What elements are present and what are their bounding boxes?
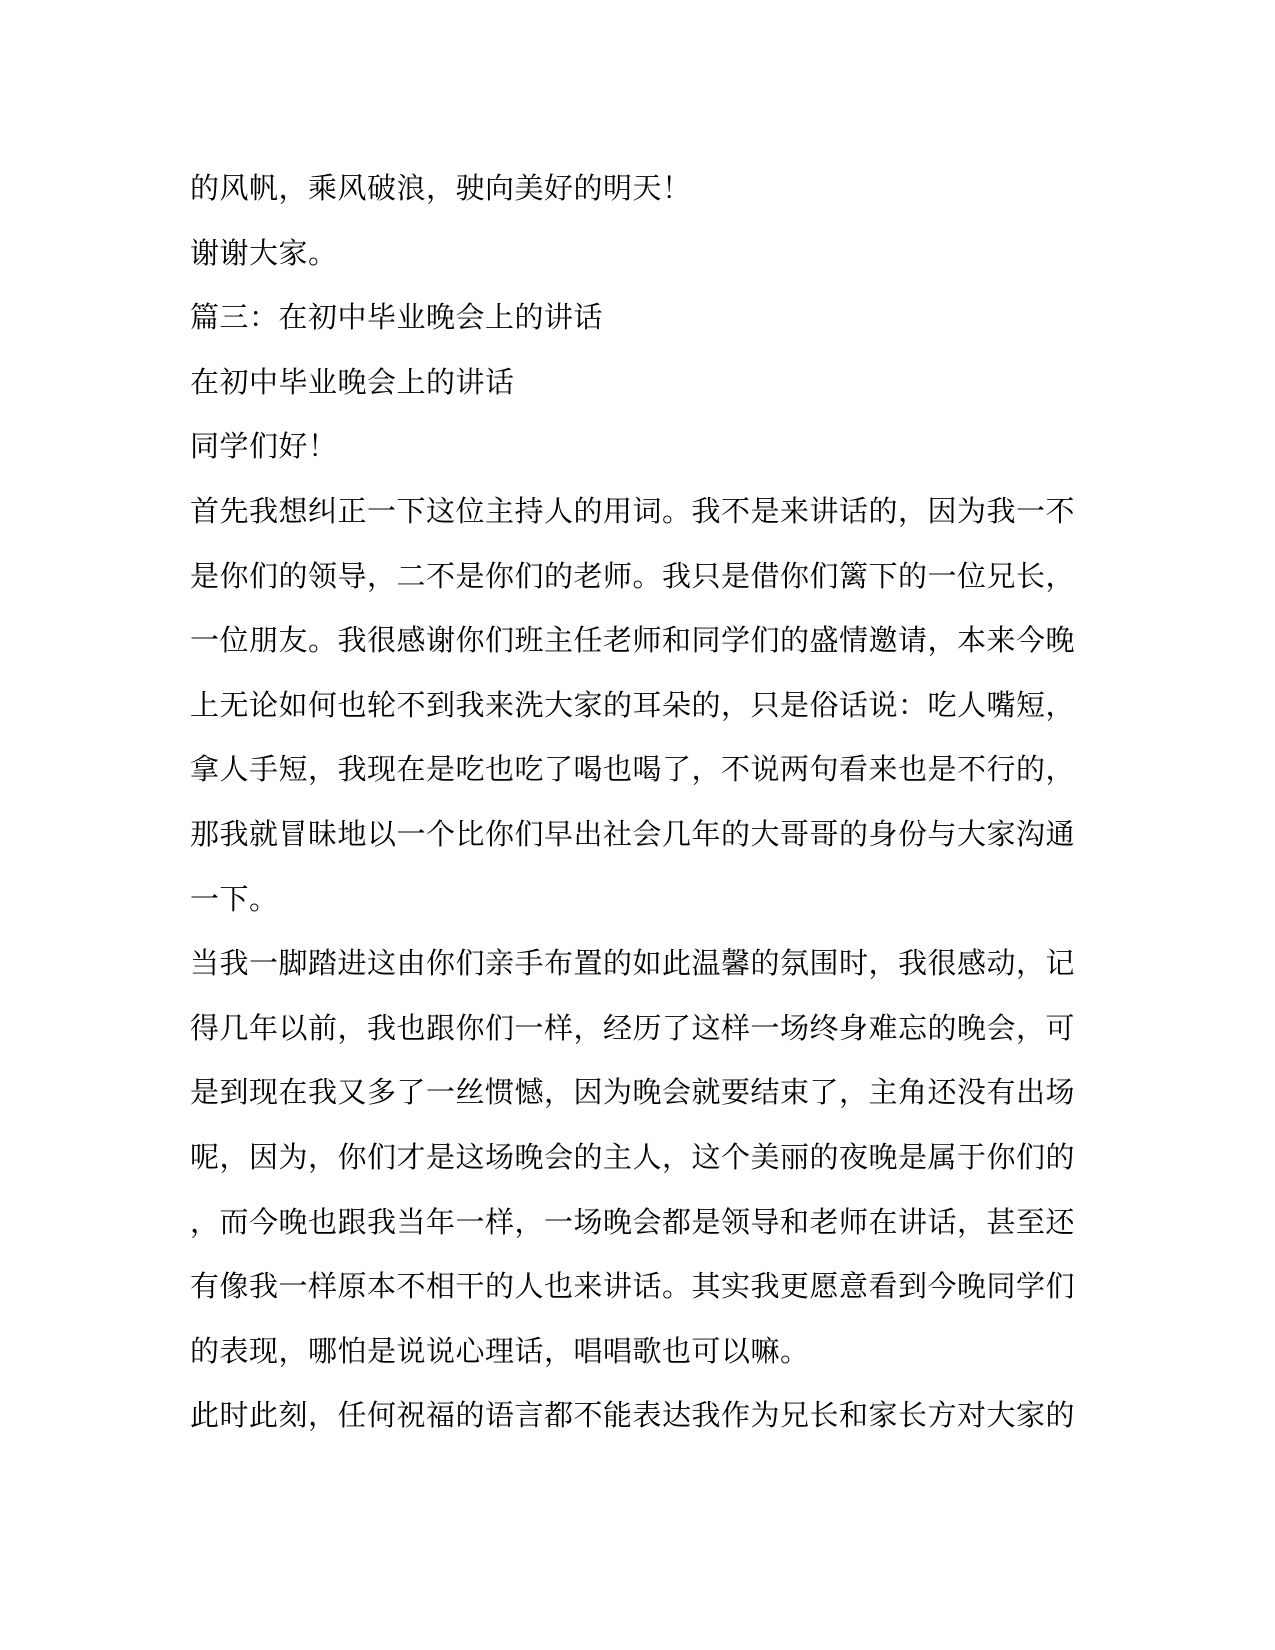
salutation: 同学们好！ bbox=[190, 429, 338, 464]
text-line: 的风帆，乘风破浪，驶向美好的明天！ bbox=[190, 171, 692, 205]
text-line: 一下。 bbox=[190, 881, 279, 916]
text-line: 得几年以前，我也跟你们一样，经历了这样一场终身难忘的晚会，可 bbox=[190, 1010, 1076, 1045]
text-line: 一位朋友。我很感谢你们班主任老师和同学们的盛情邀请，本来今晚 bbox=[190, 623, 1076, 658]
text-line: 那我就冒昧地以一个比你们早出社会几年的大哥哥的身份与大家沟通 bbox=[190, 816, 1076, 851]
section-heading: 篇三：在初中毕业晚会上的讲话 bbox=[190, 300, 604, 335]
text-line: 当我一脚踏进这由你们亲手布置的如此温馨的氛围时，我很感动，记 bbox=[190, 946, 1076, 981]
text-line: 呢，因为，你们才是这场晚会的主人，这个美丽的夜晚是属于你们的 bbox=[190, 1139, 1076, 1174]
speech-title: 在初中毕业晚会上的讲话 bbox=[190, 364, 515, 399]
text-line: 有像我一样原本不相干的人也来讲话。其实我更愿意看到今晚同学们 bbox=[190, 1269, 1076, 1304]
text-line: 的表现，哪怕是说说心理话，唱唱歌也可以嘛。 bbox=[190, 1333, 810, 1368]
text-line: 此时此刻，任何祝福的语言都不能表达我作为兄长和家长方对大家的 bbox=[190, 1398, 1076, 1433]
text-line: 首先我想纠正一下这位主持人的用词。我不是来讲话的，因为我一不 bbox=[190, 493, 1076, 528]
text-line: 上无论如何也轮不到我来洗大家的耳朵的，只是俗话说：吃人嘴短， bbox=[190, 687, 1076, 722]
text-line: ，而今晚也跟我当年一样，一场晚会都是领导和老师在讲话，甚至还 bbox=[190, 1204, 1076, 1239]
text-line: 拿人手短，我现在是吃也吃了喝也喝了，不说两句看来也是不行的， bbox=[190, 752, 1076, 787]
text-line: 谢谢大家。 bbox=[190, 235, 338, 270]
text-line: 是你们的领导，二不是你们的老师。我只是借你们篱下的一位兄长， bbox=[190, 558, 1076, 593]
document-body bbox=[190, 156, 1076, 1448]
text-line: 是到现在我又多了一丝惯憾，因为晚会就要结束了，主角还没有出场 bbox=[190, 1075, 1076, 1110]
